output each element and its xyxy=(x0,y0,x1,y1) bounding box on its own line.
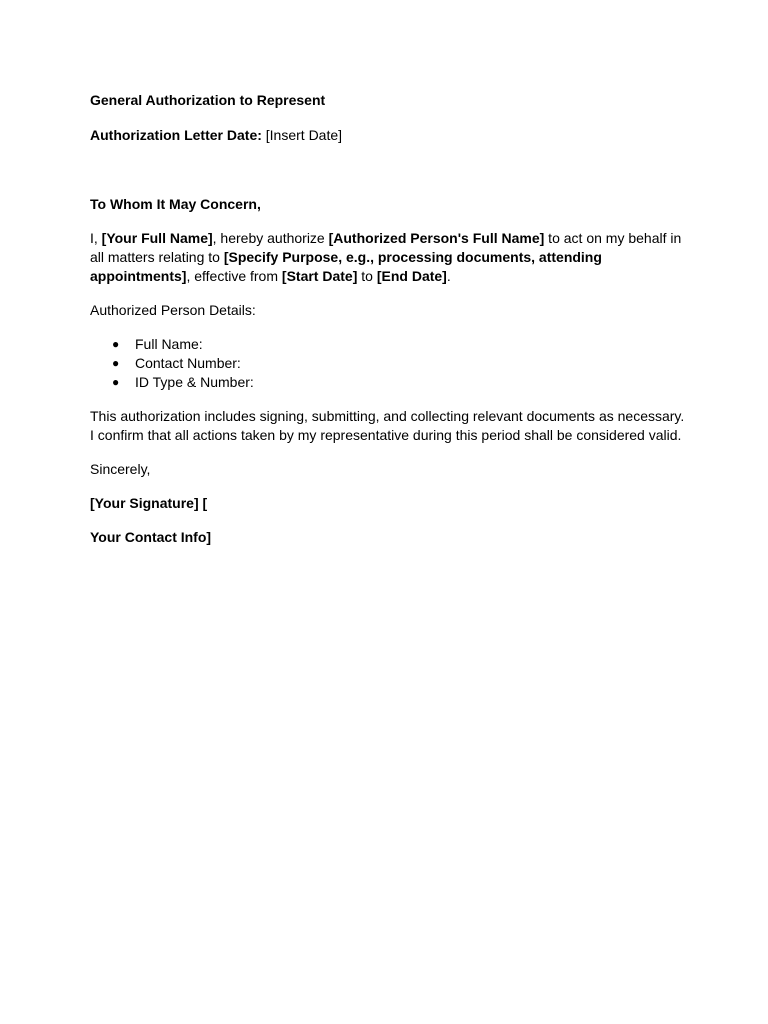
details-heading: Authorized Person Details: xyxy=(90,302,256,318)
text-run: all matters relating to xyxy=(90,249,224,265)
list-item xyxy=(90,335,690,354)
text-run: to act on my behalf in xyxy=(544,230,682,246)
letter-title: General Authorization to Represent xyxy=(90,92,326,108)
detail-full-name: Full Name: xyxy=(135,336,203,352)
date-value: [Insert Date] xyxy=(261,127,343,143)
detail-id-type: ID Type & Number: xyxy=(135,374,254,390)
bullet-icon: ● xyxy=(112,337,120,351)
list-item xyxy=(90,354,690,373)
text-run: I, xyxy=(90,230,102,246)
contact-info-line: Your Contact Info] xyxy=(90,529,212,545)
date-line xyxy=(90,126,690,145)
text-run: , effective from xyxy=(186,268,282,284)
details-list xyxy=(90,335,690,392)
purpose-placeholder-end: appointments] xyxy=(90,268,187,284)
end-date-placeholder: [End Date] xyxy=(376,268,447,284)
paragraph-line-3 xyxy=(90,267,690,286)
start-date-placeholder: [Start Date] xyxy=(281,268,358,284)
paragraph-line-2 xyxy=(90,248,690,267)
date-label: Authorization Letter Date: xyxy=(90,127,262,143)
paragraph-line-1 xyxy=(90,229,690,248)
signature-line: [Your Signature] [ xyxy=(90,495,208,511)
text-run: . xyxy=(446,268,451,284)
text-run: to xyxy=(357,268,377,284)
inclusion-line-1: This authorization includes signing, submitting, and collecting relevant documents as necessary. xyxy=(90,408,685,424)
detail-contact-number: Contact Number: xyxy=(135,355,241,371)
text-run: , hereby authorize xyxy=(212,230,329,246)
your-name-placeholder: [Your Full Name] xyxy=(101,230,213,246)
inclusion-line-2: I confirm that all actions taken by my representative during this period shall be considered valid. xyxy=(90,427,682,443)
inclusion-paragraph xyxy=(90,407,690,445)
salutation: To Whom It May Concern, xyxy=(90,196,261,212)
authorized-name-placeholder: [Authorized Person's Full Name] xyxy=(328,230,545,246)
closing: Sincerely, xyxy=(90,461,151,477)
list-item xyxy=(90,373,690,392)
bullet-icon: ● xyxy=(112,375,120,389)
authorization-paragraph xyxy=(90,229,690,286)
purpose-placeholder: [Specify Purpose, e.g., processing documents, attending xyxy=(223,249,602,265)
letter-page xyxy=(90,91,690,547)
bullet-icon: ● xyxy=(112,356,120,370)
